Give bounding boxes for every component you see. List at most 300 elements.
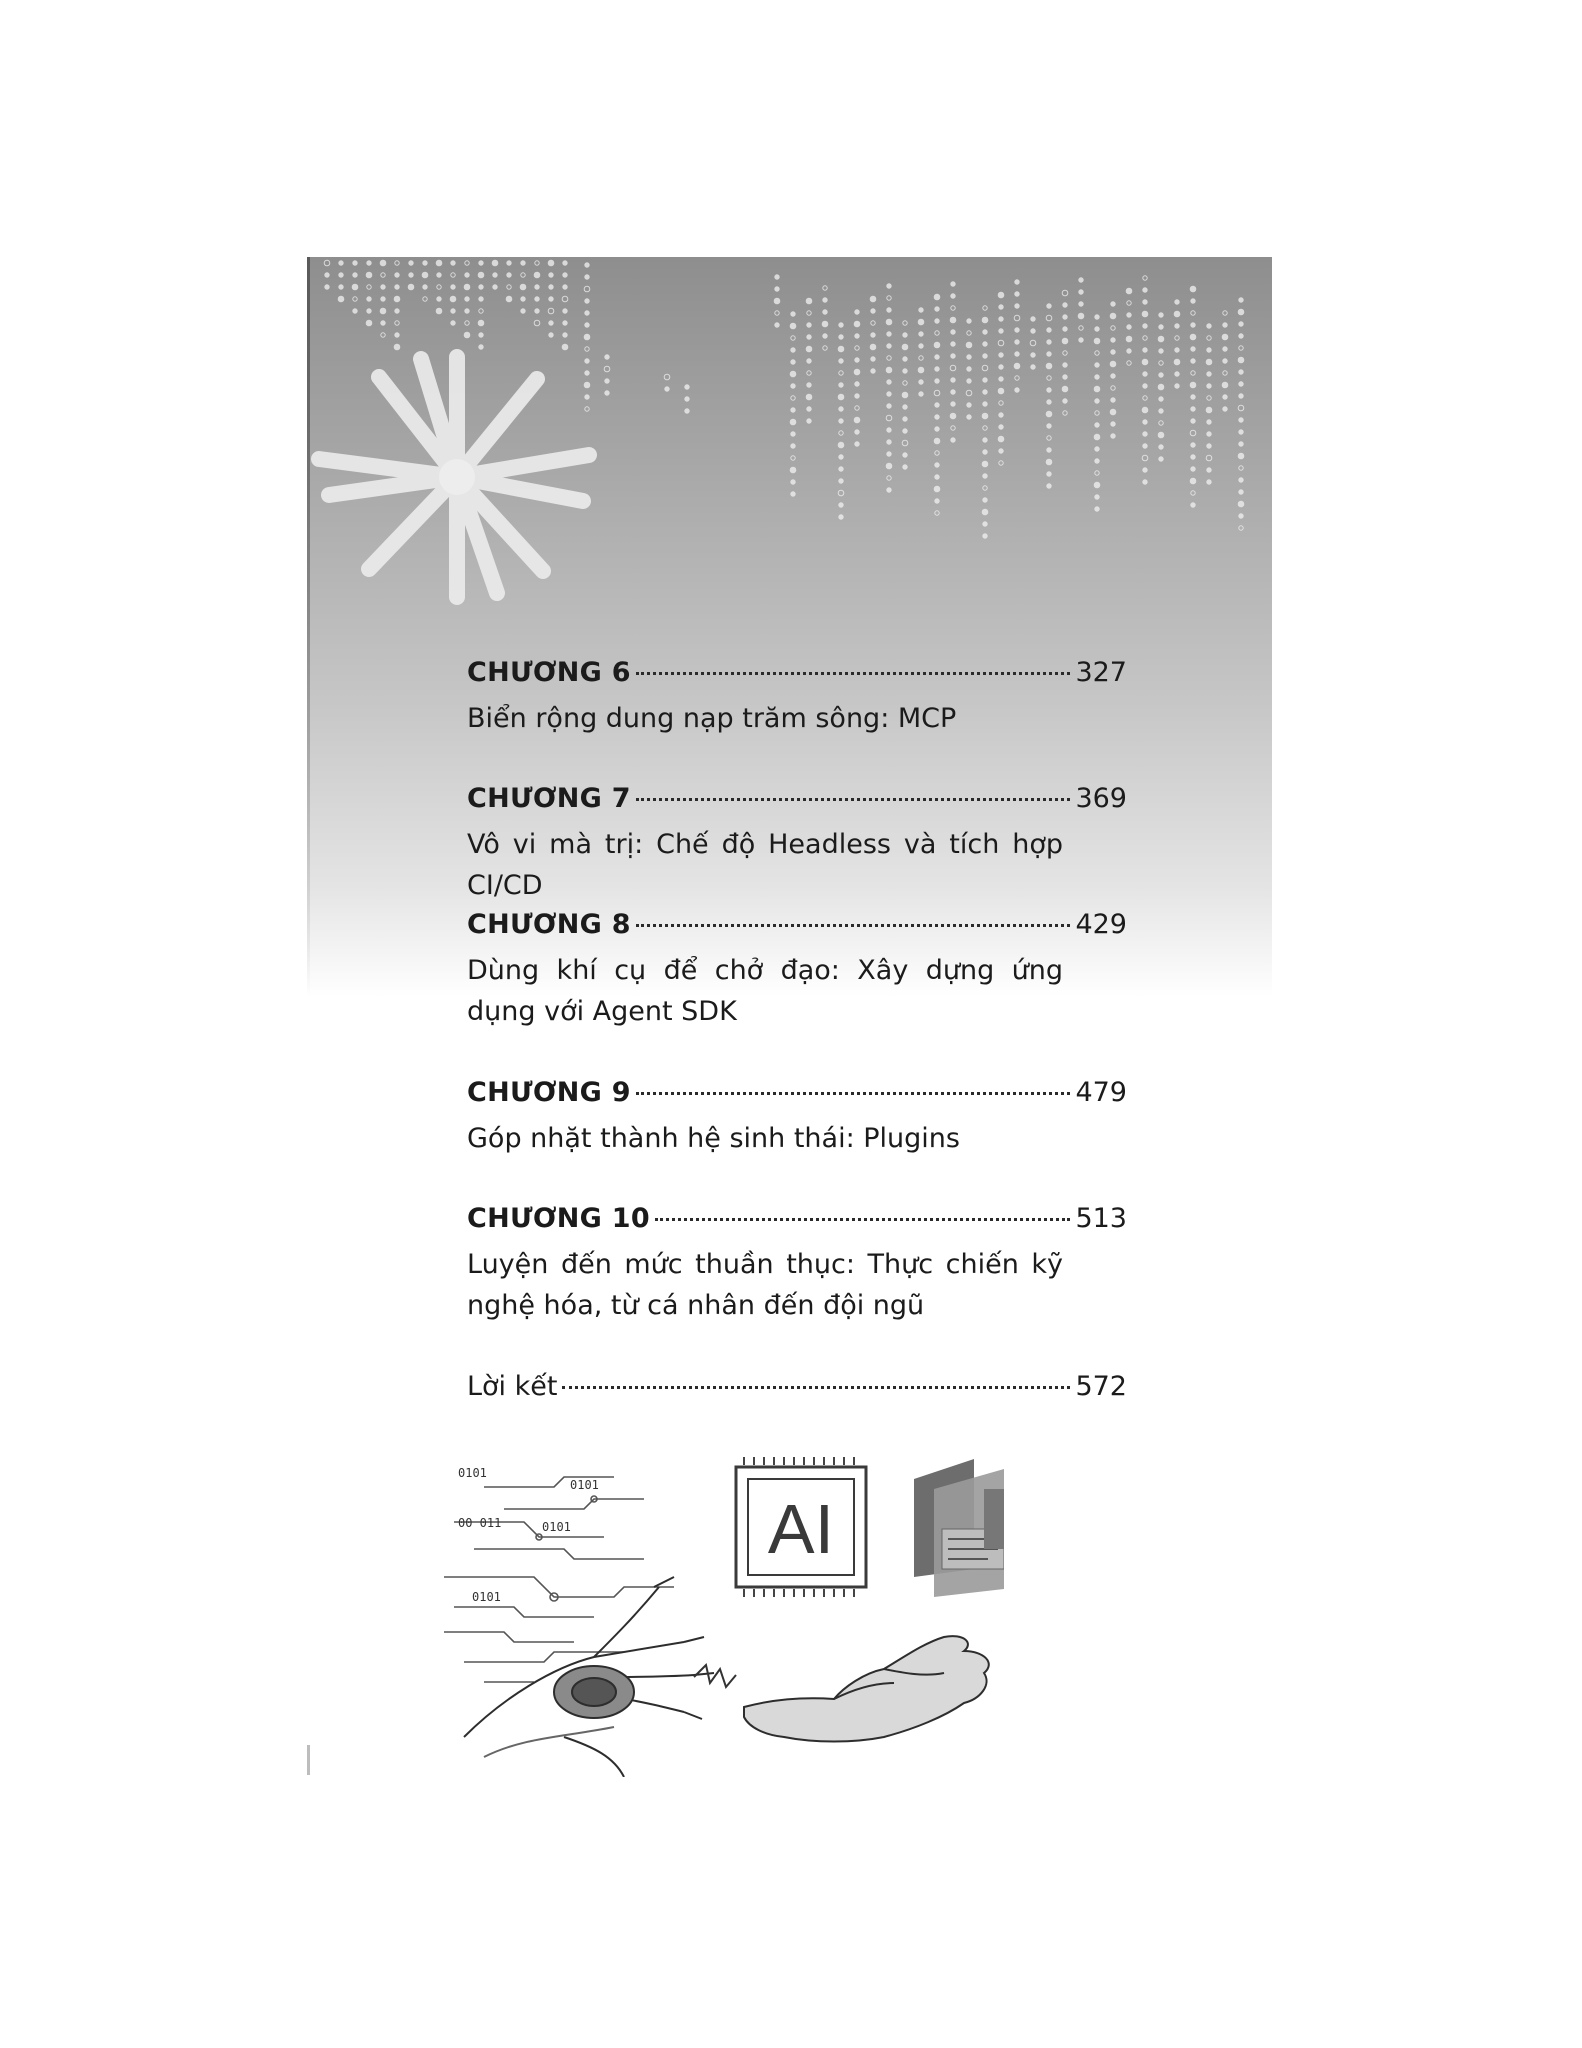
matrix-dot <box>902 440 908 446</box>
matrix-dot <box>437 273 441 277</box>
matrix-dot <box>1095 507 1099 511</box>
matrix-dot <box>887 344 891 348</box>
matrix-dot <box>1159 349 1163 353</box>
matrix-dot <box>999 353 1003 357</box>
matrix-dot <box>1191 395 1195 399</box>
matrix-dot <box>1143 300 1147 304</box>
matrix-dot <box>791 408 795 412</box>
matrix-dot <box>563 261 567 265</box>
matrix-dot <box>1031 353 1035 357</box>
matrix-dot <box>950 317 956 323</box>
matrix-dot <box>903 381 907 385</box>
matrix-dot <box>1095 351 1099 355</box>
chapter-title: Luyện đến mức thuần thục: Thực chiến kỹ nghệ hóa, từ cá nhân đến đội ngũ <box>467 1249 1063 1321</box>
matrix-dot <box>423 297 427 301</box>
matrix-dot <box>887 452 891 456</box>
matrix-dot <box>822 321 828 327</box>
matrix-dot <box>918 367 924 373</box>
matrix-dot <box>839 335 843 339</box>
matrix-dot <box>1111 434 1115 438</box>
matrix-dot <box>465 297 469 301</box>
matrix-dot <box>395 285 399 289</box>
matrix-dot <box>839 479 843 483</box>
matrix-dot <box>464 332 470 338</box>
chip-label: AI <box>767 1490 835 1568</box>
matrix-dot <box>585 263 589 267</box>
matrix-dot <box>1015 340 1019 344</box>
matrix-dot <box>950 413 956 419</box>
matrix-dot <box>951 306 955 310</box>
matrix-dot <box>685 397 689 401</box>
matrix-dot <box>493 285 497 289</box>
matrix-dot <box>1238 453 1244 459</box>
matrix-dot <box>823 346 827 350</box>
matrix-dot <box>983 402 987 406</box>
matrix-dot <box>665 387 669 391</box>
matrix-dot <box>1191 347 1195 351</box>
matrix-dot <box>1047 304 1051 308</box>
matrix-dot <box>823 310 827 314</box>
matrix-dot <box>790 371 796 377</box>
matrix-dot <box>1095 411 1099 415</box>
binary-label: 0101 <box>570 1478 599 1492</box>
matrix-dot <box>478 272 484 278</box>
matrix-dot <box>1206 407 1212 413</box>
matrix-dot <box>903 369 907 373</box>
matrix-dot <box>1158 432 1164 438</box>
matrix-dot <box>1159 421 1163 425</box>
matrix-dot <box>395 333 399 337</box>
matrix-dot <box>1191 491 1195 495</box>
matrix-dot <box>918 319 924 325</box>
page-number: 327 <box>1075 657 1127 688</box>
matrix-dot <box>951 294 955 298</box>
matrix-dot <box>791 312 795 316</box>
matrix-dot <box>367 309 371 313</box>
matrix-dot <box>1095 315 1099 319</box>
matrix-dot <box>367 297 371 301</box>
matrix-dot <box>982 365 988 371</box>
matrix-dot <box>1191 299 1195 303</box>
matrix-dot <box>1175 384 1179 388</box>
matrix-dot <box>839 503 843 507</box>
circuit-traces <box>444 1477 674 1682</box>
matrix-dot <box>967 367 971 371</box>
matrix-dot <box>1239 526 1243 530</box>
matrix-dot <box>1207 432 1211 436</box>
matrix-dot <box>1142 455 1148 461</box>
starburst-icon <box>319 357 589 597</box>
matrix-dot <box>887 404 891 408</box>
matrix-dot <box>999 401 1003 405</box>
matrix-dot <box>1062 338 1068 344</box>
matrix-dot <box>951 390 955 394</box>
matrix-dot <box>1014 363 1020 369</box>
chapter-label: CHƯƠNG 6 <box>467 657 631 688</box>
matrix-dot <box>585 299 589 303</box>
matrix-dot <box>521 297 525 301</box>
matrix-dot <box>903 405 907 409</box>
matrix-dot <box>1110 313 1116 319</box>
matrix-dot <box>855 334 859 338</box>
matrix-dot <box>1031 365 1035 369</box>
matrix-dot <box>999 365 1003 369</box>
matrix-dot <box>1047 448 1051 452</box>
matrix-dot <box>585 275 589 279</box>
matrix-dot <box>563 285 567 289</box>
matrix-dot <box>1047 376 1051 380</box>
matrix-dot <box>1063 411 1067 415</box>
matrix-dot <box>1191 443 1195 447</box>
spark-icon <box>694 1665 736 1687</box>
matrix-dot <box>1063 399 1067 403</box>
matrix-dot <box>1238 405 1244 411</box>
matrix-dot <box>366 272 372 278</box>
matrix-dot <box>1143 324 1147 328</box>
matrix-dot <box>380 260 386 266</box>
matrix-dot <box>998 436 1004 442</box>
matrix-dot <box>775 311 779 315</box>
matrix-dot <box>1094 434 1100 440</box>
matrix-dot <box>1239 334 1243 338</box>
matrix-dot <box>548 308 554 314</box>
matrix-dot <box>1239 370 1243 374</box>
matrix-dot <box>339 285 343 289</box>
matrix-dot <box>998 388 1004 394</box>
matrix-dot <box>903 321 907 325</box>
matrix-dot <box>1175 336 1179 340</box>
matrix-dot <box>902 344 908 350</box>
matrix-dot <box>563 273 567 277</box>
matrix-dot <box>983 486 987 490</box>
matrix-dot <box>887 356 891 360</box>
matrix-dot <box>492 260 498 266</box>
matrix-dot <box>1175 324 1179 328</box>
matrix-dot <box>1015 280 1019 284</box>
matrix-dot <box>967 379 971 383</box>
matrix-dot <box>838 490 844 496</box>
matrix-dot <box>479 285 483 289</box>
matrix-dot <box>1223 323 1227 327</box>
matrix-dot <box>585 371 589 375</box>
matrix-dot <box>983 390 987 394</box>
matrix-dot <box>855 358 859 362</box>
ai-hands-illustration <box>444 1437 1004 1777</box>
matrix-dot <box>1046 411 1052 417</box>
matrix-dot <box>807 323 811 327</box>
matrix-dot <box>1111 326 1115 330</box>
matrix-dot <box>395 261 399 265</box>
matrix-dot <box>1207 396 1211 400</box>
matrix-dot <box>381 285 385 289</box>
dot-leader <box>636 1086 1071 1095</box>
matrix-dot <box>1111 350 1115 354</box>
matrix-dot <box>870 296 876 302</box>
matrix-dot <box>394 344 400 350</box>
matrix-dot <box>562 296 568 302</box>
matrix-dot <box>951 438 955 442</box>
matrix-dot <box>1159 457 1163 461</box>
matrix-dot <box>1190 430 1196 436</box>
matrix-dot <box>886 415 892 421</box>
matrix-dot <box>935 403 939 407</box>
matrix-dot <box>807 419 811 423</box>
matrix-dot <box>999 461 1003 465</box>
matrix-dot <box>1062 290 1068 296</box>
matrix-dot <box>1239 490 1243 494</box>
matrix-dot <box>563 321 567 325</box>
matrix-dot <box>535 261 539 265</box>
matrix-dot <box>1047 340 1051 344</box>
matrix-dot <box>1222 382 1228 388</box>
matrix-dot <box>1111 422 1115 426</box>
chapter-title: Góp nhặt thành hệ sinh thái: Plugins <box>467 1123 960 1154</box>
matrix-dot <box>855 394 859 398</box>
matrix-dot <box>887 308 891 312</box>
screens-icon <box>914 1459 1004 1597</box>
matrix-dot <box>791 432 795 436</box>
matrix-dot <box>1094 386 1100 392</box>
matrix-dot <box>1063 375 1067 379</box>
matrix-dot <box>887 440 891 444</box>
matrix-dot <box>1095 423 1099 427</box>
matrix-dot <box>325 285 329 289</box>
matrix-dot <box>839 455 843 459</box>
matrix-dot <box>1158 336 1164 342</box>
matrix-dot <box>806 298 812 304</box>
matrix-dot <box>887 284 891 288</box>
matrix-dot <box>951 378 955 382</box>
matrix-dot <box>790 419 796 425</box>
matrix-dot <box>902 392 908 398</box>
matrix-dot <box>562 344 568 350</box>
matrix-dot <box>1191 503 1195 507</box>
matrix-dot <box>1095 327 1099 331</box>
matrix-dot <box>1190 334 1196 340</box>
matrix-dot <box>967 415 971 419</box>
matrix-dot <box>1063 315 1067 319</box>
matrix-dot <box>999 449 1003 453</box>
matrix-dot <box>1239 430 1243 434</box>
matrix-dot <box>855 430 859 434</box>
chapter-title: Dùng khí cụ để chở đạo: Xây dựng ứng dụng với Agent SDK <box>467 955 1063 1027</box>
matrix-dot <box>807 311 811 315</box>
matrix-dot <box>839 323 843 327</box>
matrix-dot <box>1159 409 1163 413</box>
closing-label: Lời kết <box>467 1371 558 1402</box>
matrix-dot <box>791 348 795 352</box>
toc-entry-chapter-9 <box>467 1077 1127 1159</box>
matrix-dot <box>535 285 539 289</box>
matrix-dot <box>1079 290 1083 294</box>
matrix-dot <box>1239 298 1243 302</box>
matrix-dot <box>1095 459 1099 463</box>
matrix-dot <box>1223 347 1227 351</box>
matrix-dot <box>604 366 610 372</box>
matrix-dot <box>436 260 442 266</box>
matrix-dot <box>1223 407 1227 411</box>
matrix-dot <box>1239 394 1243 398</box>
matrix-dot <box>903 417 907 421</box>
matrix-dot <box>934 294 940 300</box>
matrix-dot <box>1047 352 1051 356</box>
matrix-dot <box>437 285 441 289</box>
matrix-dot <box>1159 325 1163 329</box>
matrix-dot <box>395 273 399 277</box>
matrix-dot <box>520 284 526 290</box>
matrix-dot <box>1126 336 1132 342</box>
matrix-dot <box>983 498 987 502</box>
matrix-dot <box>685 385 689 389</box>
matrix-dot <box>791 444 795 448</box>
matrix-dot <box>1079 338 1083 342</box>
matrix-dot <box>409 261 413 265</box>
binary-label: 0101 <box>542 1520 571 1534</box>
matrix-dot <box>855 406 859 410</box>
matrix-dot <box>367 285 371 289</box>
matrix-dot <box>1207 468 1211 472</box>
matrix-dot <box>1111 398 1115 402</box>
matrix-dot <box>1239 418 1243 422</box>
chapter-label: CHƯƠNG 10 <box>467 1203 650 1234</box>
matrix-dot <box>395 321 399 325</box>
matrix-dot <box>1175 348 1179 352</box>
matrix-dot <box>451 285 455 289</box>
matrix-dot <box>967 403 971 407</box>
matrix-dot <box>1191 311 1195 315</box>
matrix-dot <box>1031 329 1035 333</box>
matrix-dot <box>1079 302 1083 306</box>
chapter-title: Vô vi mà trị: Chế độ Headless và tích hợp CI/CD <box>467 829 1063 901</box>
matrix-dot <box>1111 338 1115 342</box>
page-number: 479 <box>1075 1077 1127 1108</box>
matrix-dot <box>1110 409 1116 415</box>
matrix-dot <box>934 390 940 396</box>
matrix-dot <box>1126 288 1132 294</box>
matrix-dot <box>1047 472 1051 476</box>
matrix-dot <box>935 319 939 323</box>
matrix-dot <box>839 431 843 435</box>
matrix-dot <box>950 365 956 371</box>
matrix-dot <box>549 321 553 325</box>
matrix-dot <box>935 331 939 335</box>
chapter-label: CHƯƠNG 8 <box>467 909 631 940</box>
matrix-dot <box>951 354 955 358</box>
matrix-dot <box>1046 315 1052 321</box>
matrix-dot <box>535 297 539 301</box>
matrix-dot <box>1190 478 1196 484</box>
matrix-dot <box>1143 420 1147 424</box>
matrix-dot <box>465 321 469 325</box>
matrix-dot <box>839 407 843 411</box>
matrix-dot <box>983 342 987 346</box>
matrix-dot <box>352 284 358 290</box>
matrix-dot <box>585 311 589 315</box>
matrix-dot <box>935 355 939 359</box>
matrix-dot <box>1079 326 1083 330</box>
header-decoration <box>307 257 1272 677</box>
left-edge-rule-bottom <box>307 1745 310 1775</box>
matrix-dot <box>1094 482 1100 488</box>
matrix-dot <box>839 467 843 471</box>
matrix-dot <box>548 260 554 266</box>
matrix-dot <box>1110 361 1116 367</box>
page-number: 572 <box>1075 1371 1127 1402</box>
matrix-dot <box>451 273 455 277</box>
matrix-dot <box>919 344 923 348</box>
matrix-dot <box>935 451 939 455</box>
matrix-dot <box>999 329 1003 333</box>
matrix-dot <box>325 273 329 277</box>
matrix-dot <box>549 273 553 277</box>
matrix-dot <box>1222 334 1228 340</box>
matrix-dot <box>1047 484 1051 488</box>
chapter-title: Biển rộng dung nạp trăm sông: MCP <box>467 703 957 734</box>
matrix-dot <box>464 284 470 290</box>
matrix-dot <box>934 438 940 444</box>
dot-leader <box>655 1212 1070 1221</box>
matrix-dot <box>775 287 779 291</box>
matrix-dot <box>1191 419 1195 423</box>
page-number: 369 <box>1075 783 1127 814</box>
matrix-dot <box>1014 315 1020 321</box>
matrix-dot <box>1047 328 1051 332</box>
matrix-dot <box>903 357 907 361</box>
matrix-dot <box>935 415 939 419</box>
matrix-dot <box>1031 317 1035 321</box>
matrix-dot <box>1207 348 1211 352</box>
matrix-dot <box>1159 373 1163 377</box>
matrix-dot <box>935 379 939 383</box>
matrix-dot <box>437 297 441 301</box>
matrix-dot <box>1191 323 1195 327</box>
matrix-dot <box>549 333 553 337</box>
matrix-dot <box>1127 325 1131 329</box>
matrix-dot <box>1015 352 1019 356</box>
matrix-dot <box>1015 292 1019 296</box>
matrix-dot <box>934 486 940 492</box>
matrix-dot <box>381 273 385 277</box>
matrix-dot <box>1207 420 1211 424</box>
matrix-dot <box>479 333 483 337</box>
matrix-dot <box>1142 407 1148 413</box>
matrix-dot <box>1063 327 1067 331</box>
matrix-dot <box>324 260 330 266</box>
matrix-dot <box>886 463 892 469</box>
dot-leader <box>636 792 1071 801</box>
matrix-dot <box>999 425 1003 429</box>
matrix-dot <box>823 286 827 290</box>
chapter-label: CHƯƠNG 9 <box>467 1077 631 1108</box>
matrix-dot <box>887 488 891 492</box>
matrix-dot <box>1046 459 1052 465</box>
matrix-dot <box>521 273 525 277</box>
matrix-dot <box>367 261 371 265</box>
matrix-dot <box>1239 514 1243 518</box>
matrix-dot <box>1143 336 1147 340</box>
matrix-dot <box>967 331 971 335</box>
matrix-dot <box>1015 388 1019 392</box>
matrix-dot <box>1239 466 1243 470</box>
binary-label: 00 011 <box>458 1516 502 1530</box>
matrix-dot <box>823 334 827 338</box>
matrix-dot <box>951 402 955 406</box>
matrix-dot <box>451 261 455 265</box>
matrix-dot <box>855 382 859 386</box>
matrix-dot <box>685 409 689 413</box>
matrix-dot <box>664 374 670 380</box>
matrix-dot <box>839 359 843 363</box>
